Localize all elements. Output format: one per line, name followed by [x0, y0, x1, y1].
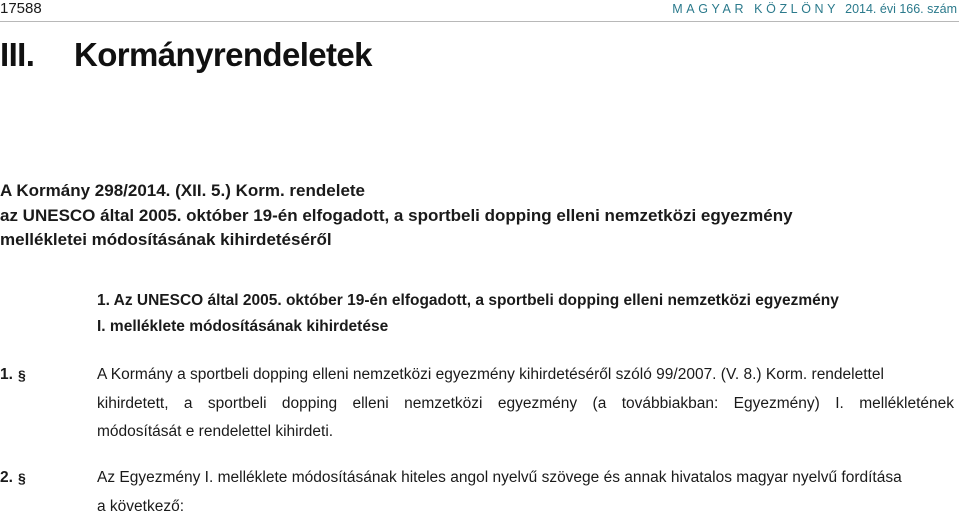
- decree-title-line: az UNESCO által 2005. október 19-én elfogadott, a sportbeli dopping elleni nemzetközi egyezmény: [0, 205, 793, 225]
- section-heading: [97, 288, 839, 339]
- journal-name: MAGYAR KÖZLÖNY: [672, 2, 840, 16]
- decree-title-line: mellékletei módosításának kihirdetéséről: [0, 230, 332, 249]
- paragraph-line: Az Egyezmény I. melléklete módosításának hiteles angol nyelvű szövege és annak hivatalos magyar nyelvű fordítása: [97, 469, 902, 486]
- chapter-roman-numeral: III.: [0, 36, 35, 73]
- paragraph-line: A Kormány a sportbeli dopping elleni nemzetközi egyezmény kihirdetéséről szóló 99/2007. (V. 8.) Korm. rendelettel: [97, 366, 884, 383]
- paragraph-number: 2.: [0, 469, 13, 486]
- paragraph-text: [97, 464, 954, 514]
- paragraph-line: kihirdetett, a sportbeli dopping elleni nemzetközi egyezmény (a továbbiakban: Egyezmény) I. mellékletének: [97, 394, 954, 412]
- paragraph-text: [97, 361, 954, 447]
- decree-title-line: A Kormány 298/2014. (XII. 5.) Korm. rendelete: [0, 181, 366, 200]
- section-sign: §: [18, 367, 26, 383]
- paragraph-line: módosítását e rendelettel kihirdeti.: [97, 423, 334, 440]
- paragraph-number: 1.: [0, 366, 13, 383]
- issue-info: 2014. évi 166. szám: [845, 2, 957, 16]
- section-heading-line: 1. Az UNESCO által 2005. október 19-én elfogadott, a sportbeli dopping elleni nemzetközi egyezmény: [97, 292, 839, 309]
- chapter-name: Kormányrendeletek: [74, 36, 372, 73]
- chapter-title: [0, 36, 372, 74]
- journal-header: [672, 2, 957, 16]
- page-number: 17588: [0, 0, 42, 17]
- header-divider: [0, 21, 959, 22]
- section-heading-line: I. melléklete módosításának kihirdetése: [97, 317, 389, 335]
- decree-title: [0, 179, 930, 253]
- paragraph-line: a következő:: [97, 497, 185, 514]
- section-sign: §: [18, 470, 26, 486]
